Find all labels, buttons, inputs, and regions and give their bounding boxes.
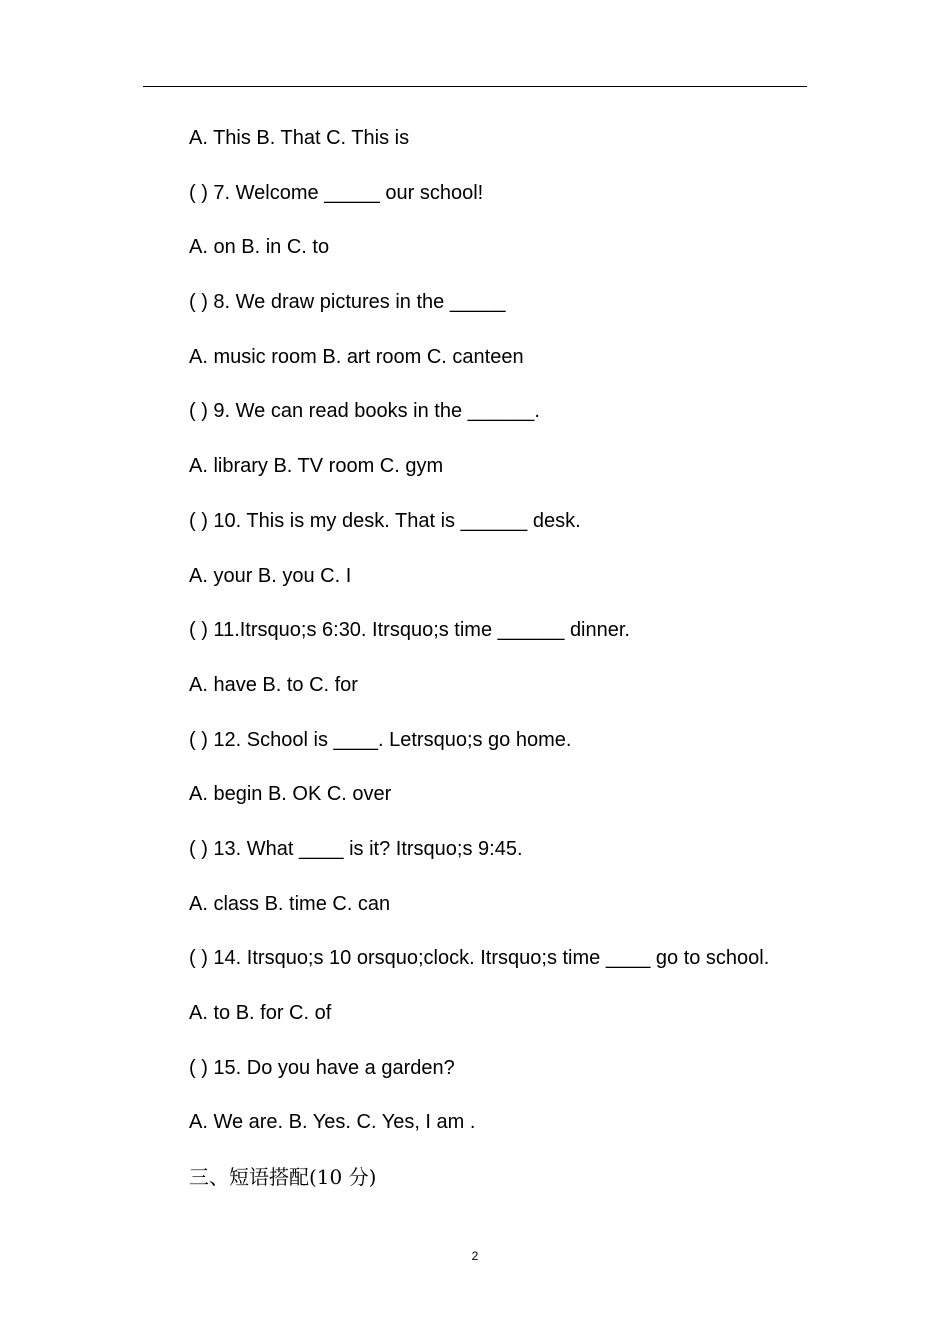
question-7: ( ) 7. Welcome _____ our school! [189, 181, 484, 204]
question-9: ( ) 9. We can read books in the ______. [189, 400, 540, 423]
question-8: ( ) 8. We draw pictures in the _____ [189, 291, 506, 314]
document-body [189, 121, 829, 1215]
option-line-q14: A. to B. for C. of [189, 1002, 332, 1024]
option-line-q8: A. music room B. art room C. canteen [189, 345, 524, 368]
option-line-q9: A. library B. TV room C. gym [189, 455, 444, 478]
question-13: ( ) 13. What ____ is it? Itrsquo;s 9:45. [189, 837, 523, 860]
question-12: ( ) 12. School is ____. Letrsquo;s go home. [189, 728, 572, 751]
option-line-q11: A. have B. to C. for [189, 673, 358, 696]
option-line-q10: A. your B. you C. I [189, 564, 352, 587]
page-number: 2 [471, 1249, 479, 1263]
section-heading: 三、短语搭配(10 分) [189, 1165, 377, 1190]
option-line-q7: A. on B. in C. to [189, 236, 330, 259]
header-rule [143, 86, 807, 87]
question-14: ( ) 14. Itrsquo;s 10 orsquo;clock. Itrsquo;s time ____ go to school. [189, 947, 770, 970]
question-15: ( ) 15. Do you have a garden? [189, 1056, 455, 1079]
option-line-q6: A. This B. That C. This is [189, 127, 410, 149]
option-line-q12: A. begin B. OK C. over [189, 783, 392, 806]
option-line-q15: A. We are. B. Yes. C. Yes, I am . [189, 1111, 476, 1134]
question-11: ( ) 11.Itrsquo;s 6:30. Itrsquo;s time ______ dinner. [189, 619, 630, 642]
option-line-q13: A. class B. time C. can [189, 892, 391, 915]
question-10: ( ) 10. This is my desk. That is ______ desk. [189, 509, 581, 532]
